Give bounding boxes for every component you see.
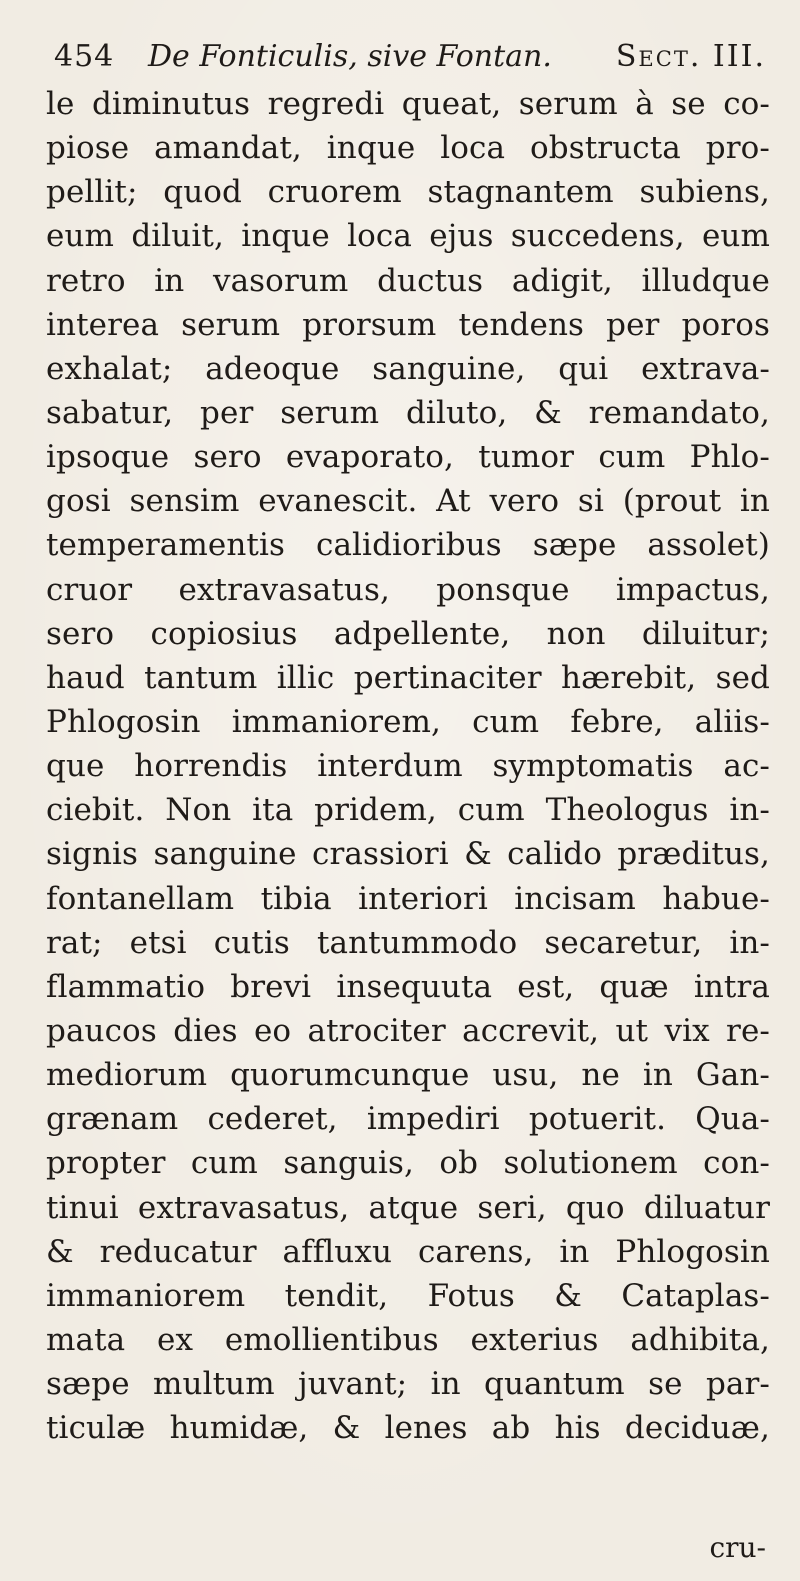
section-label: Sect. III. xyxy=(615,39,766,74)
text-line: mata ex emollientibus exterius adhibita, xyxy=(46,1321,770,1358)
text-line: retro in vasorum ductus adigit, illudque xyxy=(46,262,770,299)
text-line: ticulæ humidæ, & lenes ab his deciduæ, xyxy=(46,1410,770,1447)
catchword: cru- xyxy=(709,1531,766,1564)
text-line: rat; etsi cutis tantummodo secaretur, in- xyxy=(46,924,770,961)
text-line: tinui extravasatus, atque seri, quo diluatur xyxy=(46,1189,770,1226)
text-line: piose amandat, inque loca obstructa pro- xyxy=(46,130,770,167)
text-line: fontanellam tibia interiori incisam habue- xyxy=(46,880,770,917)
text-line: sabatur, per serum diluto, & remandato, xyxy=(46,394,770,431)
text-line: ipsoque sero evaporato, tumor cum Phlo- xyxy=(46,439,770,476)
text-line: haud tantum illic pertinaciter hærebit, sed xyxy=(46,659,770,696)
running-header xyxy=(54,30,766,84)
text-line: sæpe multum juvant; in quantum se par- xyxy=(46,1366,770,1403)
text-line: eum diluit, inque loca ejus succedens, eum xyxy=(46,218,770,255)
text-line: que horrendis interdum symptomatis ac- xyxy=(46,748,770,785)
text-line: pellit; quod cruorem stagnantem subiens, xyxy=(46,174,770,211)
text-line: gosi sensim evanescit. At vero si (prout in xyxy=(46,483,770,520)
text-line: sero copiosius adpellente, non diluitur; xyxy=(46,615,770,652)
text-line: interea serum prorsum tendens per poros xyxy=(46,306,770,343)
text-line: & reducatur affluxu carens, in Phlogosin xyxy=(46,1233,770,1270)
text-line: signis sanguine crassiori & calido præditus, xyxy=(46,836,770,873)
text-line: le diminutus regredi queat, serum à se co- xyxy=(46,86,770,122)
text-line: propter cum sanguis, ob solutionem con- xyxy=(46,1145,770,1182)
text-line: temperamentis calidioribus sæpe assolet) xyxy=(46,527,770,564)
running-title: De Fonticulis, sive Fontan. xyxy=(148,39,552,74)
text-line: paucos dies eo atrociter accrevit, ut vix re- xyxy=(46,1012,770,1049)
text-line: grænam cederet, impediri potuerit. Qua- xyxy=(46,1101,770,1138)
page-number: 454 xyxy=(54,39,115,74)
text-line: exhalat; adeoque sanguine, qui extrava- xyxy=(46,350,770,387)
text-line: cruor extravasatus, ponsque impactus, xyxy=(46,571,770,608)
text-line: ciebit. Non ita pridem, cum Theologus in- xyxy=(46,792,770,829)
text-line: flammatio brevi insequuta est, quæ intra xyxy=(46,968,770,1005)
text-line: immaniorem tendit, Fotus & Cataplas- xyxy=(46,1277,770,1314)
text-line: mediorum quorumcunque usu, ne in Gan- xyxy=(46,1057,770,1094)
body-text xyxy=(46,82,770,1450)
text-line: Phlogosin immaniorem, cum febre, aliis- xyxy=(46,703,770,740)
